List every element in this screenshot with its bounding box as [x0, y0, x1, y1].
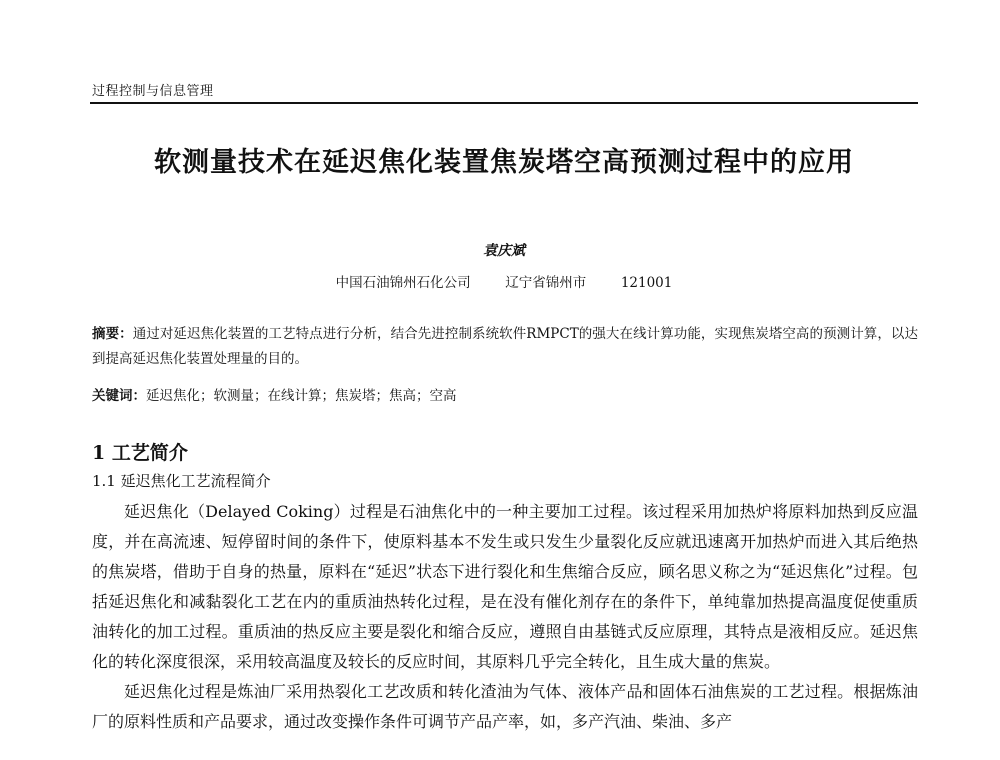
- abstract-label: 摘要：: [92, 326, 133, 342]
- keywords: [92, 384, 918, 409]
- running-header: 过程控制与信息管理: [92, 84, 214, 99]
- affiliation-location: 辽宁省锦州市: [505, 275, 587, 291]
- body-text: [92, 497, 918, 737]
- keywords-text: 延迟焦化；软测量；在线计算；焦炭塔；焦高；空高: [146, 388, 457, 404]
- section-heading: 1 工艺简介: [92, 442, 188, 464]
- body-paragraph: 延迟焦化（Delayed Coking）过程是石油焦化中的一种主要加工过程。该过程采用加热炉将原料加热到反应温度，并在高流速、短停留时间的条件下，使原料基本不发生或只发生少量裂化反应就迅速离开加热炉而进入其后绝热的焦炭塔，借助于自身的热量，原料在“延迟”状态下进行裂化和生焦缩合反应，顾名思义称之为“延迟焦化”过程。包括延迟焦化和减黏裂化工艺在内的重质油热转化过程，是在没有催化剂存在的条件下，单纯靠加热提高温度促使重质油转化的加工过程。重质油的热反应主要是裂化和缩合反应，遵照自由基链式反应原理，其特点是液相反应。延迟焦化的转化深度很深，采用较高温度及较长的反应时间，其原料几乎完全转化，且生成大量的焦炭。: [92, 502, 918, 671]
- body-paragraph: 延迟焦化过程是炼油厂采用热裂化工艺改质和转化渣油为气体、液体产品和固体石油焦炭的工艺过程。根据炼油厂的原料性质和产品要求，通过改变操作条件可调节产品产率，如，多产汽油、柴油、多产: [92, 682, 918, 731]
- subsection-heading: 1.1 延迟焦化工艺流程简介: [92, 472, 271, 490]
- article-title: 软测量技术在延迟焦化装置焦炭塔空高预测过程中的应用: [154, 147, 854, 178]
- abstract-text: 通过对延迟焦化装置的工艺特点进行分析，结合先进控制系统软件RMPCT的强大在线计算功能，实现焦炭塔空高的预测计算，以达到提高延迟焦化装置处理量的目的。: [92, 326, 919, 367]
- author-name: 袁庆斌: [483, 243, 525, 259]
- keywords-label: 关键词：: [92, 388, 146, 404]
- affiliation-company: 中国石油锦州石化公司: [335, 275, 471, 291]
- affiliation-postcode: 121001: [620, 275, 673, 291]
- author-affiliation: [90, 271, 918, 291]
- header-rule: [90, 102, 918, 104]
- abstract: [92, 322, 918, 372]
